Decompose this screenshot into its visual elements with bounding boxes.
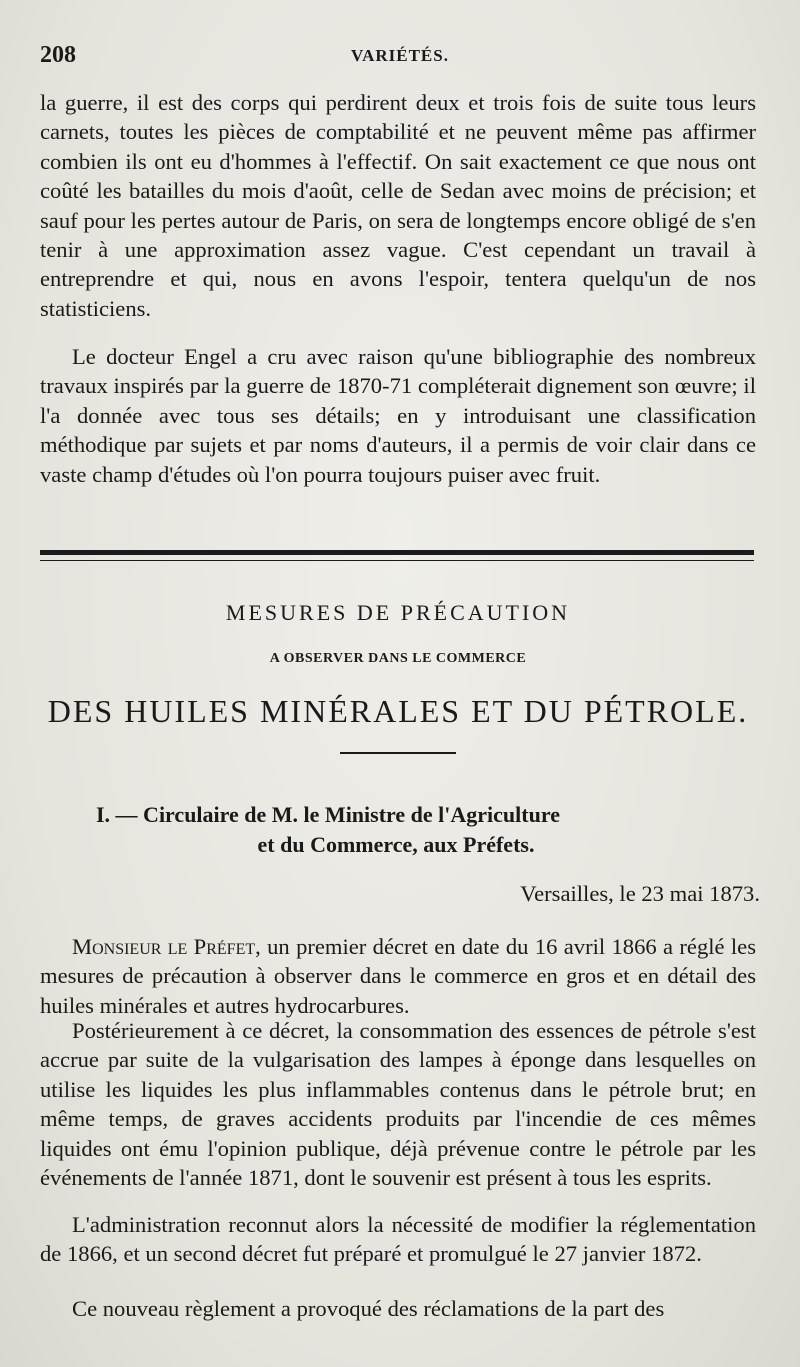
circular-paragraph-1-text: un premier décret en date du 16 avril 1866 a réglé les mesures de précaution à observer dans le commerce en gros et en détail des huiles minérales et autres hydrocarbures. bbox=[40, 934, 757, 1018]
circular-paragraph-3: L'administration reconnut alors la nécessité de modifier la réglementation de 1866, et un second décret fut préparé et promulgué le 27 janvier 1872. bbox=[40, 1212, 756, 1267]
page-number: 208 bbox=[40, 42, 76, 68]
war-losses-paragraph: la guerre, il est des corps qui perdirent deux et trois fois de suite tous leurs carnets, toutes les pièces de comptabilité et ne peuvent même pas affirmer combien ils ont eu d'hommes à l'effectif. On sait exactement ce que nous ont coûté les batailles du mois d'août, celle de Sedan avec moins de précision; et sauf pour les pertes autour de Paris, on sera de longtemps encore obligé de s'en tenir à une approximation assez vague. C'est cependant un travail à entreprendre et qui, nous en avons l'espoir, tentera quelqu'un de nos statisticiens. bbox=[40, 90, 756, 321]
circular-paragraph-2: Postérieurement à ce décret, la consommation des essences de pétrole s'est accrue par suite de la vulgarisation des lampes à éponge dans lesquelles on utilise les liquides les plus inflammables contenus dans le pétrole brut; en même temps, de graves accidents produits par l'incendie de ces mêmes liquides ont ému l'opinion publique, déjà prévenue contre le pétrole par les événements de l'année 1871, dont le souvenir est présent à tous les esprits. bbox=[40, 1018, 756, 1191]
circular-paragraph-4: Ce nouveau règlement a provoqué des réclamations de la part des bbox=[72, 1296, 665, 1321]
dateline: Versailles, le 23 mai 1873. bbox=[520, 881, 760, 906]
running-head: VARIÉTÉS. bbox=[351, 46, 449, 65]
title-underline-rule bbox=[340, 752, 456, 754]
article-title-line3: DES HUILES MINÉRALES ET DU PÉTROLE. bbox=[47, 693, 749, 729]
article-title-line1: MESURES DE PRÉCAUTION bbox=[225, 600, 571, 625]
circular-paragraph-1 bbox=[40, 932, 756, 1020]
section-heading bbox=[96, 800, 736, 860]
section-heading-line1: I. — Circulaire de M. le Ministre de l'Agriculture bbox=[96, 802, 560, 827]
article-title-line2: A OBSERVER DANS LE COMMERCE bbox=[269, 651, 527, 666]
section-divider-thin bbox=[40, 560, 754, 561]
salutation: Monsieur le Préfet, bbox=[72, 934, 261, 959]
page-header bbox=[40, 42, 760, 74]
engel-bibliography-paragraph: Le docteur Engel a cru avec raison qu'une bibliographie des nombreux travaux inspirés par la guerre de 1870-71 compléterait dignement son œuvre; il l'a donnée avec tous ses détails; en y introduisant une classification méthodique par sujets et par noms d'auteurs, il a permis de voir clair dans ce vaste champ d'études où l'on pourra toujours puiser avec fruit. bbox=[40, 344, 756, 487]
section-heading-line2: et du Commerce, aux Préfets. bbox=[257, 832, 535, 857]
section-divider-thick bbox=[40, 550, 754, 555]
